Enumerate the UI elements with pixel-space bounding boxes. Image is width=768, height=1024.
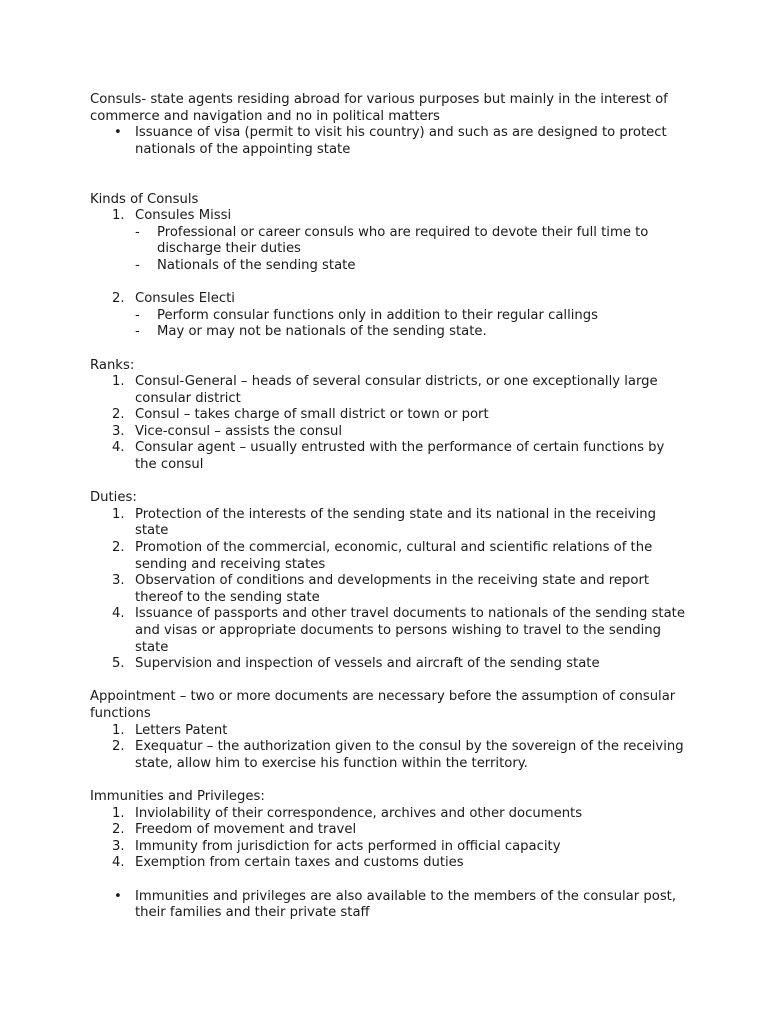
list-item xyxy=(90,855,690,872)
list-number: 1. xyxy=(112,805,125,821)
duty-text: Protection of the interests of the sending state and its national in the receiving state xyxy=(135,506,656,539)
dash-marker: - xyxy=(135,324,140,340)
list-item xyxy=(90,208,690,225)
sub-list-item xyxy=(90,308,690,325)
immunities-heading: Immunities and Privileges: xyxy=(90,788,265,804)
kinds-sub-text: Nationals of the sending state xyxy=(157,257,356,273)
document-body xyxy=(90,92,690,922)
list-number: 3. xyxy=(112,573,125,589)
intro-heading: Consuls- state agents residing abroad for various purposes but mainly in the interest of commerce and navigation and no in political matters xyxy=(90,92,668,124)
list-number: 1. xyxy=(112,208,125,224)
list-number: 1. xyxy=(112,722,125,738)
list-number: 1. xyxy=(112,374,125,390)
list-item xyxy=(90,424,690,441)
appointment-text: Exequatur – the authorization given to the consul by the sovereign of the receiving state, allow him to exercise his function within the territory. xyxy=(135,739,684,771)
rank-text: Consular agent – usually entrusted with the performance of certain functions by the consul xyxy=(135,440,665,473)
list-item xyxy=(90,125,690,158)
duty-text: Observation of conditions and developments in the receiving state and report thereof to the sending state xyxy=(135,573,650,605)
kinds-sub-text: May or may not be nationals of the sending state. xyxy=(157,324,487,340)
bullet-marker: • xyxy=(114,888,122,904)
list-number: 4. xyxy=(112,855,125,871)
appointment-heading: Appointment – two or more documents are necessary before the assumption of consular functions xyxy=(90,689,676,721)
list-number: 2. xyxy=(112,407,125,423)
rank-text: Vice-consul – assists the consul xyxy=(135,423,343,439)
list-number: 3. xyxy=(112,423,125,439)
kinds-item-label: Consules Missi xyxy=(135,208,232,224)
list-number: 2. xyxy=(112,291,125,307)
dash-marker: - xyxy=(135,224,140,240)
list-number: 2. xyxy=(112,822,125,838)
list-item xyxy=(90,540,690,573)
list-item xyxy=(90,739,690,772)
immunity-text: Exemption from certain taxes and customs duties xyxy=(135,855,464,871)
list-item xyxy=(90,656,690,673)
duty-text: Issuance of passports and other travel documents to nationals of the sending state and visas or appropriate documents to persons wishing to travel to the sending state xyxy=(135,606,685,655)
duty-text: Supervision and inspection of vessels and aircraft of the sending state xyxy=(135,656,600,672)
duties-heading: Duties: xyxy=(90,490,137,506)
kinds-sub-text: Perform consular functions only in addition to their regular callings xyxy=(157,307,599,323)
list-item xyxy=(90,440,690,473)
sub-list-item xyxy=(90,324,690,341)
list-item xyxy=(90,374,690,407)
list-item xyxy=(90,507,690,540)
rank-text: Consul – takes charge of small district or town or port xyxy=(135,407,489,423)
duty-text: Promotion of the commercial, economic, cultural and scientific relations of the sending and receiving states xyxy=(135,540,653,572)
list-number: 4. xyxy=(112,440,125,456)
list-item xyxy=(90,806,690,823)
list-item xyxy=(90,573,690,606)
rank-text: Consul-General – heads of several consular districts, or one exceptionally large consular district xyxy=(135,374,658,406)
list-item xyxy=(90,839,690,856)
list-number: 3. xyxy=(112,838,125,854)
sub-list-item xyxy=(90,258,690,275)
list-number: 5. xyxy=(112,656,125,672)
dash-marker: - xyxy=(135,307,140,323)
list-item xyxy=(90,822,690,839)
list-item xyxy=(90,723,690,740)
immunities-bullet-text: Immunities and privileges are also available to the members of the consular post, their families and their private staff xyxy=(135,888,677,921)
kinds-item-label: Consules Electi xyxy=(135,291,235,307)
kinds-heading: Kinds of Consuls xyxy=(90,191,199,207)
bullet-marker: • xyxy=(114,125,122,141)
list-item xyxy=(90,291,690,308)
list-number: 2. xyxy=(112,739,125,755)
immunity-text: Freedom of movement and travel xyxy=(135,822,357,838)
immunity-text: Immunity from jurisdiction for acts performed in official capacity xyxy=(135,838,561,854)
ranks-heading: Ranks: xyxy=(90,357,135,373)
list-number: 1. xyxy=(112,506,125,522)
list-item xyxy=(90,889,690,922)
dash-marker: - xyxy=(135,257,140,273)
kinds-sub-text: Professional or career consuls who are required to devote their full time to discharge their duties xyxy=(157,224,649,257)
list-number: 2. xyxy=(112,540,125,556)
list-number: 4. xyxy=(112,606,125,622)
list-item xyxy=(90,606,690,656)
sub-list-item xyxy=(90,225,690,258)
appointment-text: Letters Patent xyxy=(135,722,228,738)
immunity-text: Inviolability of their correspondence, archives and other documents xyxy=(135,805,583,821)
list-item xyxy=(90,407,690,424)
intro-bullet-text: Issuance of visa (permit to visit his country) and such as are designed to protect nationals of the appointing state xyxy=(135,125,667,157)
